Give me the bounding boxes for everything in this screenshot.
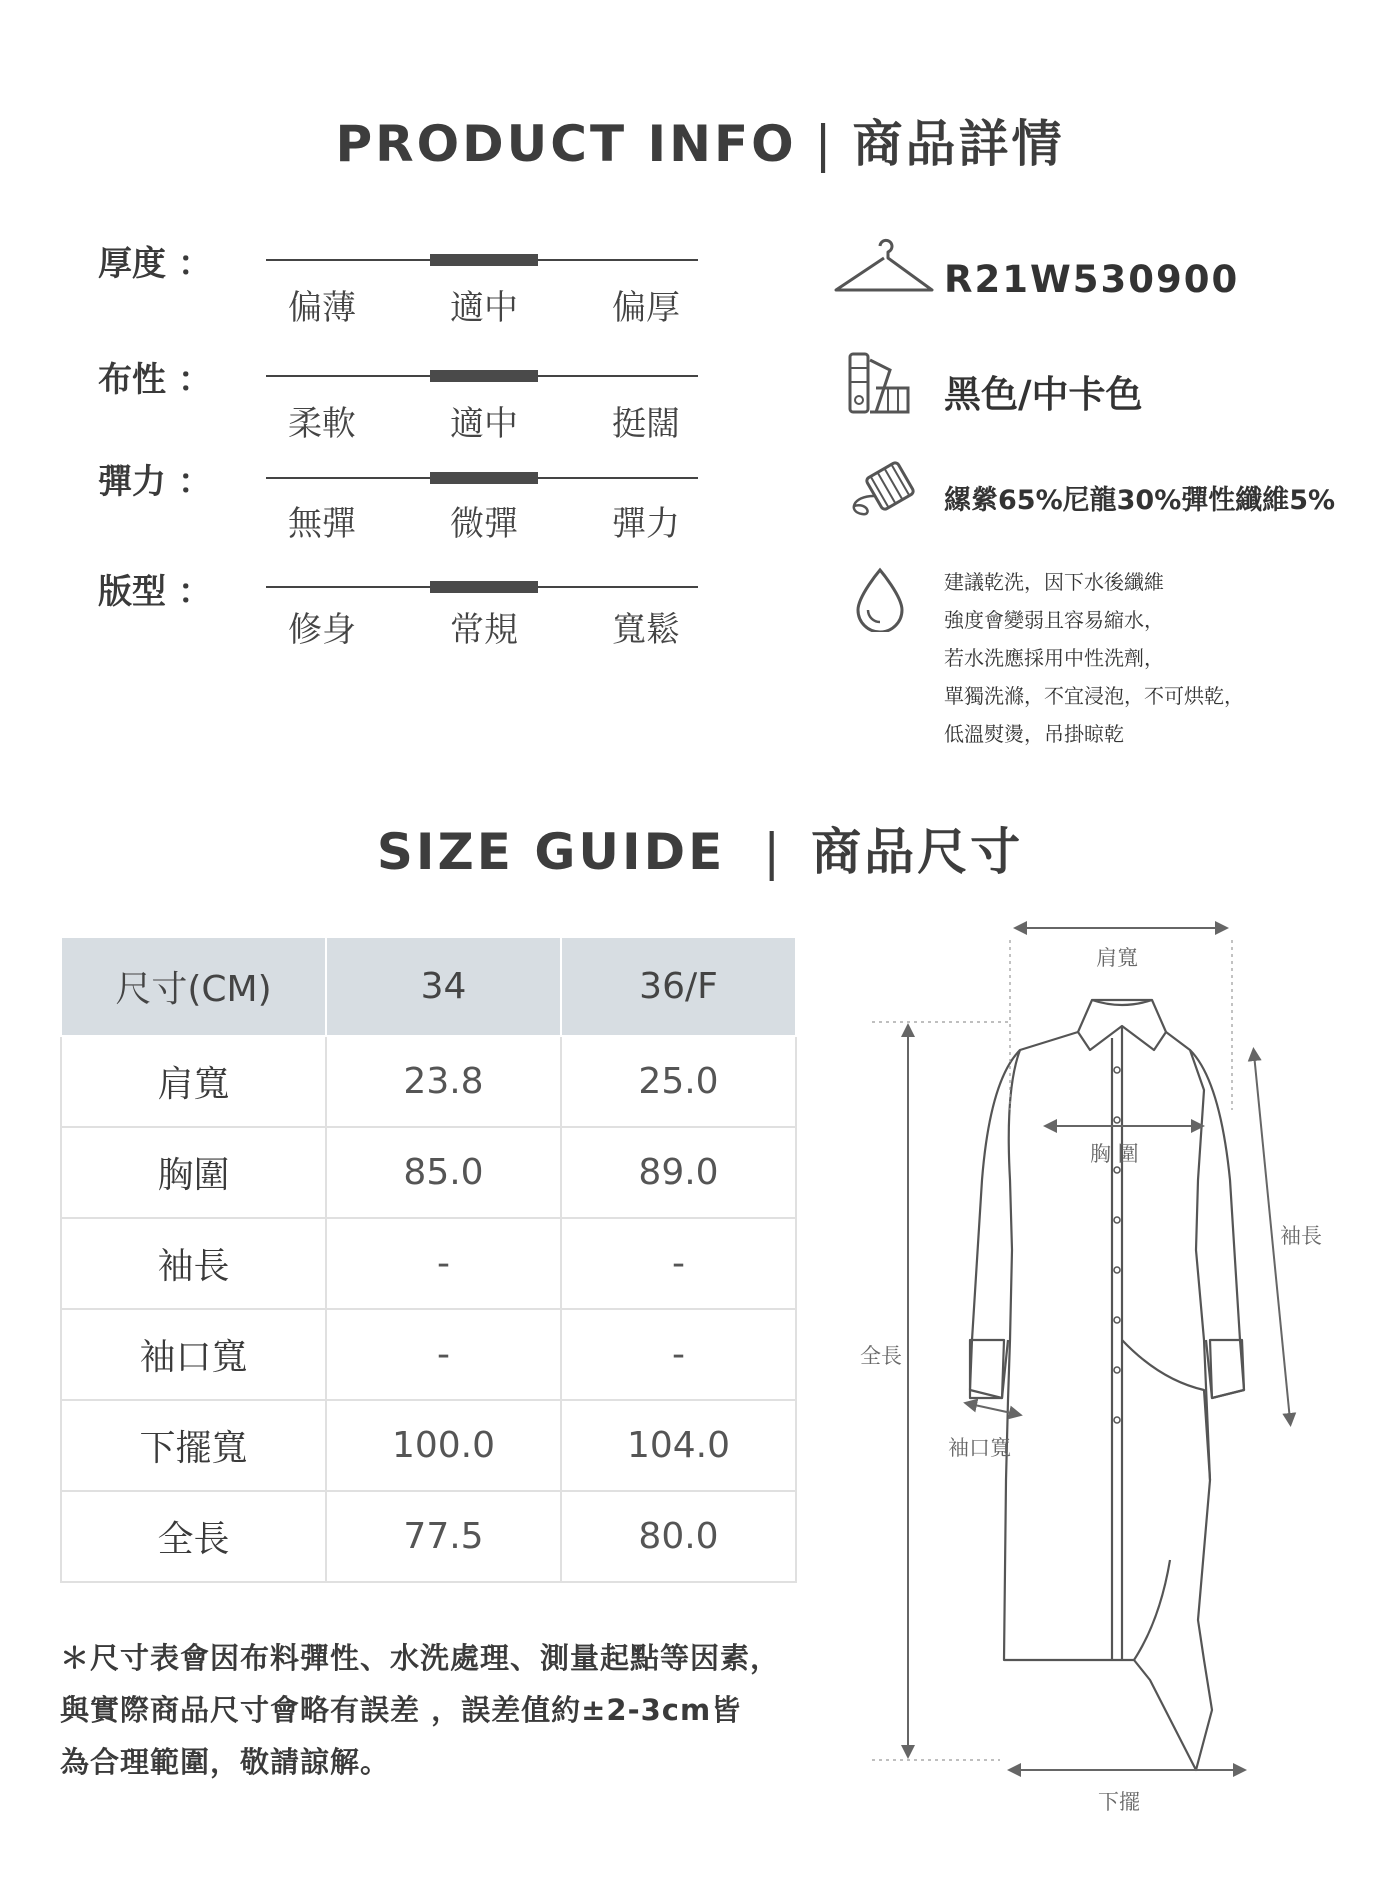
note-line-1: ＊尺寸表會因布料彈性、水洗處理、測量起點等因素， [60, 1641, 781, 1675]
chest-label: 胸 圍 [1090, 1142, 1139, 1166]
table-cell: - [561, 1218, 796, 1309]
size-disclaimer-note [60, 1632, 800, 1788]
row-label: 袖長 [61, 1218, 326, 1309]
fabric-feel-label: 布性 ： [98, 360, 212, 400]
elasticity-label: 彈力 ： [98, 462, 212, 502]
table-row [61, 1218, 796, 1309]
product-code: R21W530900 [944, 258, 1240, 301]
fit-option-regular: 常規 [450, 610, 518, 650]
size-guide-title [0, 812, 1400, 884]
size-guide-title-en: SIZE GUIDE [376, 823, 726, 881]
table-cell: - [326, 1218, 561, 1309]
sleeve-label: 袖長 [1280, 1224, 1322, 1248]
shoulder-label: 肩寬 [1096, 946, 1138, 970]
fit-option-loose: 寬鬆 [612, 610, 680, 650]
thickness-option-thick: 偏厚 [612, 288, 680, 328]
table-row [61, 1309, 796, 1400]
header-cell-size: 尺寸(CM) [61, 937, 326, 1036]
table-cell: 89.0 [561, 1127, 796, 1218]
fabric-feel-selected-marker [430, 370, 538, 382]
header-cell-36f: 36/F [561, 937, 796, 1036]
table-row [61, 1400, 796, 1491]
cuff-label: 袖口寬 [948, 1436, 1011, 1460]
note-line-3: 為合理範圍，敬請諒解。 [60, 1745, 391, 1779]
care-line-5: 低溫熨燙，吊掛晾乾 [944, 722, 1124, 746]
hem-label: 下擺 [1098, 1790, 1140, 1814]
product-info-title-en: PRODUCT INFO [335, 115, 797, 173]
product-color: 黑色/中卡色 [944, 373, 1143, 416]
table-cell: 100.0 [326, 1400, 561, 1491]
hanger-icon [832, 232, 936, 300]
thickness-option-thin: 偏薄 [288, 288, 356, 328]
garment-diagram [860, 920, 1350, 1814]
care-line-4: 單獨洗滌，不宜浸泡，不可烘乾， [944, 684, 1244, 708]
table-cell: 77.5 [326, 1491, 561, 1582]
cuff-arrow [970, 1404, 1016, 1414]
thickness-label: 厚度 ： [98, 244, 212, 284]
table-cell: 80.0 [561, 1491, 796, 1582]
title-separator: | [814, 115, 835, 173]
product-info-title-zh: 商品詳情 [852, 115, 1065, 173]
table-cell: - [326, 1309, 561, 1400]
length-label: 全長 [860, 1344, 902, 1368]
elasticity-option-slight: 微彈 [450, 504, 518, 544]
water-drop-icon [852, 566, 908, 632]
thread-spool-icon [842, 456, 924, 522]
row-label: 肩寬 [61, 1036, 326, 1127]
fit-selected-marker [430, 581, 538, 593]
product-info-title [0, 104, 1400, 176]
table-cell: 85.0 [326, 1127, 561, 1218]
size-table [60, 936, 797, 1583]
care-line-1: 建議乾洗，因下水後纖維 [944, 570, 1164, 594]
header-cell-34: 34 [326, 937, 561, 1036]
row-label: 下擺寬 [61, 1400, 326, 1491]
note-line-2: 與實際商品尺寸會略有誤差 ，誤差值約±2-3cm皆 [60, 1693, 742, 1727]
fabric-feel-option-stiff: 挺闊 [612, 404, 680, 444]
table-cell: - [561, 1309, 796, 1400]
fabric-feel-option-medium: 適中 [450, 404, 518, 444]
color-swatch-icon [846, 348, 916, 418]
fit-option-slim: 修身 [288, 610, 356, 650]
table-cell: 25.0 [561, 1036, 796, 1127]
table-cell: 23.8 [326, 1036, 561, 1127]
row-label: 袖口寬 [61, 1309, 326, 1400]
fabric-feel-option-soft: 柔軟 [288, 404, 356, 444]
table-row [61, 1491, 796, 1582]
table-row [61, 1036, 796, 1127]
row-label: 全長 [61, 1491, 326, 1582]
care-line-3: 若水洗應採用中性洗劑， [944, 646, 1164, 670]
title-separator: | [763, 823, 784, 881]
care-line-2: 強度會變弱且容易縮水， [944, 608, 1164, 632]
elasticity-selected-marker [430, 472, 538, 484]
thickness-option-medium: 適中 [450, 288, 518, 328]
size-guide-title-zh: 商品尺寸 [811, 823, 1024, 881]
thickness-selected-marker [430, 254, 538, 266]
product-material: 縲縈65%尼龍30%彈性纖維5% [944, 485, 1336, 516]
table-row [61, 1127, 796, 1218]
elasticity-option-stretch: 彈力 [612, 504, 680, 544]
fit-label: 版型 ： [98, 572, 212, 612]
elasticity-option-none: 無彈 [288, 504, 356, 544]
shirt-dress-illustration [860, 920, 1350, 1790]
row-label: 胸圍 [61, 1127, 326, 1218]
table-header-row [61, 937, 796, 1036]
table-cell: 104.0 [561, 1400, 796, 1491]
